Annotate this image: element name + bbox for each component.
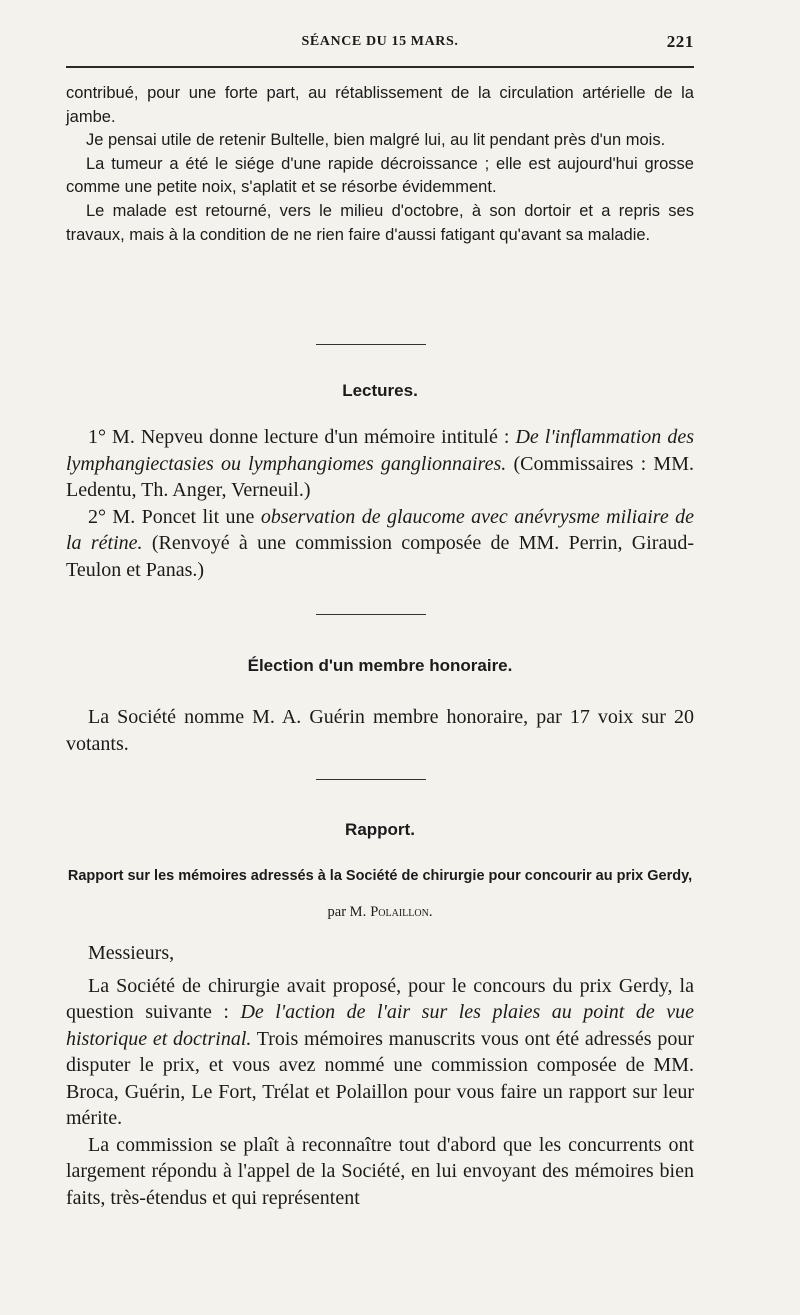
election-heading: Élection d'un membre honoraire. (247, 656, 513, 675)
header-rule (66, 66, 694, 68)
rapport-lead: La Société de chirurgie avait proposé, pour le concours du prix Gerdy, la question suivante : (66, 974, 694, 1023)
lecture-title: De l'inflammation des lymphangiectasies ou lymphangiomes ganglionnaires. (66, 426, 694, 475)
case-paragraph: La tumeur a été le siége d'une rapide décroissance ; elle est aujourd'hui grosse comme une petite noix, s'aplatit et se résorbe évidemment. (66, 154, 694, 197)
page-number: 221 (666, 32, 694, 51)
lecture-title: observation de glaucome avec anévrysme miliaire de la rétine. (66, 505, 695, 554)
case-paragraph: Je pensai utile de retenir Bultelle, bien malgré lui, au lit pendant près d'un mois. (86, 131, 666, 150)
rapport-body (66, 940, 694, 1211)
lectures-section (66, 424, 694, 583)
prize-question: De l'action de l'air sur les plaies au point de vue historique et doctrinal. (66, 1001, 694, 1050)
rapport-title-by: par M. (327, 904, 367, 920)
salutation: Messieurs, (88, 942, 175, 964)
rapport-title-main: Rapport sur les mémoires adressés à la Société de chirurgie pour concourir au prix Gerdy, (67, 868, 693, 884)
rapport-tail: Trois mémoires manuscrits vous ont été adressés pour disputer le prix, et vous avez nommé une commission composée de MM. Broca, Guérin, Le Fort, Trélat et Polaillon pour vous faire un rapport sur leur mérite. (66, 1027, 694, 1129)
rapport-author: Polaillon. (370, 904, 433, 920)
section-divider (316, 344, 426, 345)
case-paragraph: Le malade est retourné, vers le milieu d'octobre, à son dortoir et a repris ses travaux, mais à la condition de ne rien faire d'aussi fatigant qu'avant sa maladie. (66, 201, 694, 244)
case-report-text (66, 82, 694, 247)
lecture-lead: 2° M. Poncet lit une (88, 505, 261, 528)
section-divider (316, 779, 426, 780)
lectures-heading: Lectures. (342, 381, 418, 400)
running-header (66, 34, 694, 56)
lecture-item (66, 504, 694, 584)
rapport-paragraph: La commission se plaît à reconnaître tout d'abord que les concurrents ont largement répondu à l'appel de la Société, en lui envoyant des mémoires bien faits, très-étendus et qui représentent (66, 1133, 694, 1209)
lecture-tail: (Commissaires : MM. Ledentu, Th. Anger, Verneuil.) (66, 452, 694, 501)
running-title: SÉANCE DU 15 MARS. (301, 34, 459, 49)
rapport-paragraph (66, 973, 694, 1132)
lecture-tail: (Renvoyé à une commission composée de MM. Perrin, Giraud-Teulon et Panas.) (66, 532, 694, 581)
rapport-title (66, 858, 694, 930)
section-divider (316, 614, 426, 615)
case-paragraph: contribué, pour une forte part, au rétablissement de la circulation artérielle de la jambe. (66, 84, 694, 126)
election-section (66, 704, 694, 757)
lecture-lead: 1° M. Nepveu donne lecture d'un mémoire intitulé : (88, 426, 516, 448)
rapport-heading: Rapport. (345, 820, 415, 839)
election-text: La Société nomme M. A. Guérin membre honoraire, par 17 voix sur 20 votants. (66, 706, 694, 755)
lecture-item (66, 424, 694, 504)
